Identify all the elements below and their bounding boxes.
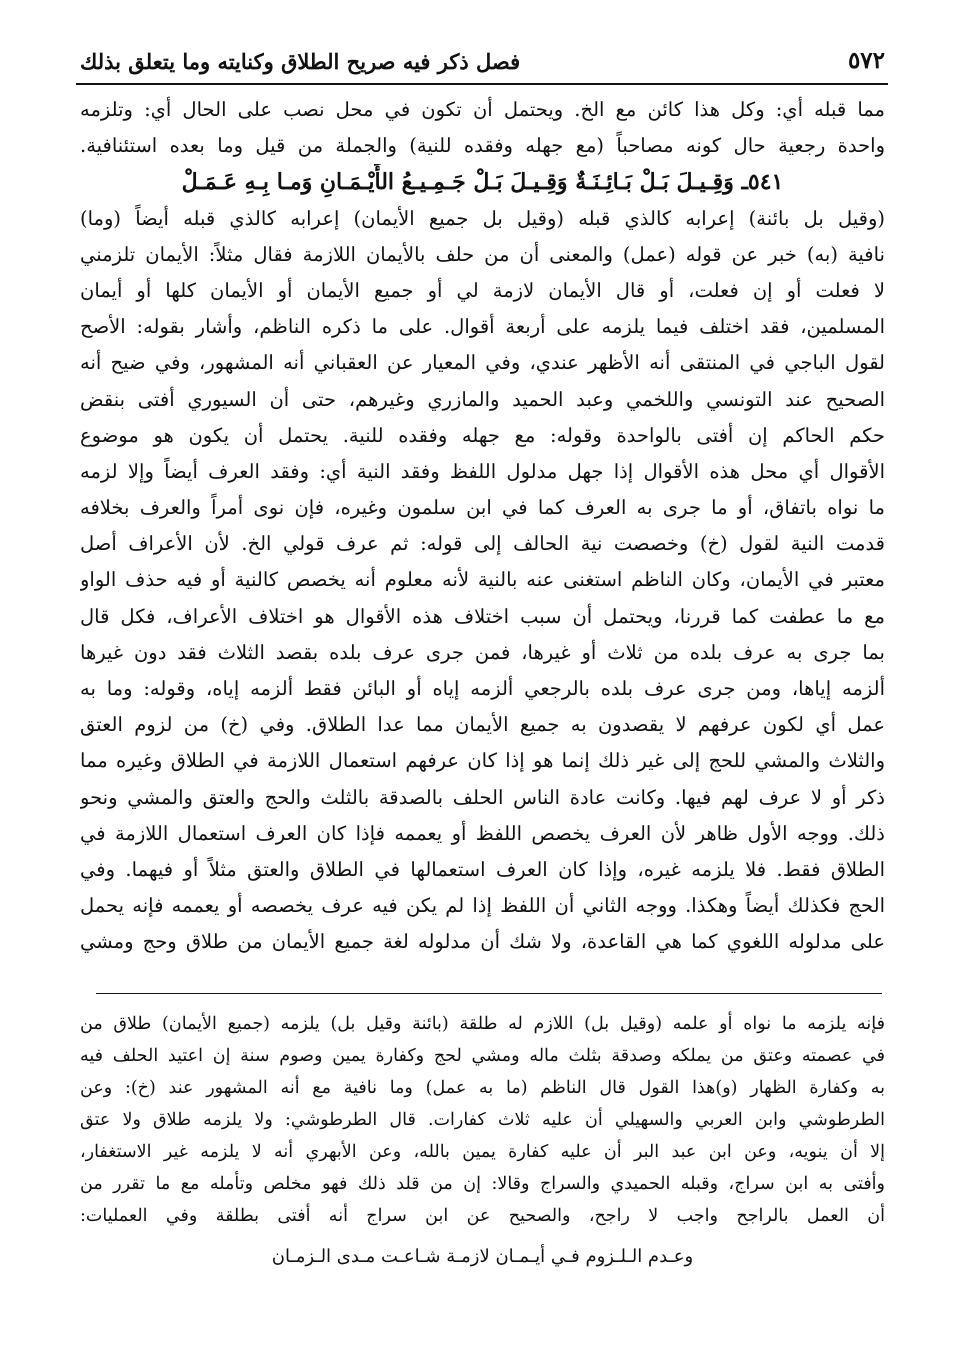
footnote-verse: وعـدم الـلـزوم فـي أيـمـان لازمـة شـاعـت مـدى الـزمـان <box>271 1246 694 1267</box>
main-line: (وقيل بل بائنة) إعرابه كالذي قبله (وقيل بل جميع الأيمان) إعرابه كالذي قبله أيضاً (وما) <box>80 206 885 230</box>
footnote-line: به وكفارة الظهار (و)هذا القول قال الناظم (ما به عمل) وما نافية مع أنه المشهور عند (خ): وعن <box>80 1078 885 1098</box>
main-line: ما نواه باتفاق، أو ما جرى به العرف كما في ابن سلمون وغيره، فإن نوى أمراً والعرف بخلافه <box>80 496 885 520</box>
main-line: معتبر في الأيمان، وكان الناظم استغنى عنه بالنية لأنه معلوم أنه يخصص كالنية أو فيه حذف الواو <box>80 568 885 592</box>
footnote-line: في عصمته وعتق من يملكه وصدقة بثلث ماله ومشي لحج وكفارة يمين وصوم سنة إن اعتيد الحلف فيه <box>80 1046 885 1066</box>
main-line: نافية (به) خبر عن قوله (عمل) والمعنى أن من حلف بالأيمان اللازمة فقال مثلاً: الأيمان تلزمني <box>80 242 885 266</box>
main-line: بما جرى به عرف بلده من ثلاث أو غيرها، فمن جرى عرف بلده بقصد الثلاث فقد دون غيرها <box>80 640 885 664</box>
main-line: مع ما عطفت كما قررنا، ويحتمل أن سبب اختلاف هذه الأقوال هو اختلاف الأعراف، فكل قال <box>80 604 885 628</box>
main-line: الحج فكذلك أيضاً وهكذا. ووجه الثاني أن اللفظ إذا لم يكن فيه عرف يخصصه أو يعممه فإنه يحمل <box>80 894 885 918</box>
footnote-line: أن العمل بالراجح واجب لا راجح، والصحيح عن ابن سراج أنه أفتى بطلقة وفي العمليات: <box>80 1206 885 1226</box>
verse-line: ٥٤١ـ وَقِـيـلَ بَـلْ بَـائِـنَـةٌ وَقِـيـلَ بَـلْ جَـمِـيـعُ الأَيْـمَـانِ وَمـا بِـهِ عَـمَـلْ <box>181 169 784 196</box>
main-line: الأقوال أي محل هذه الأقوال إذا جهل مدلول اللفظ وفقد النية أي: وفقد العرف أيضاً وإلا لزمه <box>80 459 885 483</box>
main-text <box>80 92 885 961</box>
footnote-divider <box>96 993 882 994</box>
main-line: لقول الباجي في المنتقى أنه الأظهر عندي، وفي المعيار عن العقباني أنه المشهور، وفي ضيح أنه <box>80 351 885 375</box>
main-line: حكم الحاكم إن أفتى بالواحدة وقوله: مع جهله وفقده للنية. يحتمل أن يكون هو موضوع <box>80 423 885 447</box>
footnote-line: إلا أن ينويه، وعن ابن عبد البر أن عليه كفارة يمين بالله، وعن الأبهري أنه لا يلزمه غير الاستغفار، <box>80 1142 885 1162</box>
main-line: المسلمين، فقد اختلف فيما يلزمه على أربعة أقوال. على ما ذكره الناظم، وأشار بقوله: الأصح <box>80 315 885 339</box>
main-line: على مدلوله اللغوي كما هي القاعدة، ولا شك أن مدلوله لغة جميع الأيمان من طلاق وحج ومشي <box>80 930 885 954</box>
page-number: ٥٧٢ <box>847 47 885 74</box>
main-line: ذكر أو لا عرف لهم فيها. وكانت عادة الناس الحلف بالصدقة بالثلث والحج والعتق والمشي ونحو <box>80 785 885 809</box>
main-line: ألزمه إياها، ومن جرى عرف بلده بالرجعي ألزمه إياه أو البائن فقط ألزمه إياه، وقوله: وما به <box>80 677 885 700</box>
main-line: والثلاث والمشي للحج إلى غير ذلك إنما هو إذا كان عرفهم استعمال اللازمة في الطلاق وغيره مما <box>80 749 885 773</box>
main-line: مما قبله أي: وكل هذا كائن مع الخ. ويحتمل أن تكون في محل نصب على الحال أي: وتلزمه <box>80 98 885 121</box>
footnote-line: الطرطوشي وابن العربي والسهيلي أن عليه ثلاث كفارات. قال الطرطوشي: ولا يلزمه طلاق ولا عتق <box>80 1110 885 1130</box>
footnote-line: وأفتى به ابن سراج، وقبله الحميدي والسراج وقالا: إن من قلد ذلك فهو مخلص وتأمله مع ما تقرر من <box>80 1174 885 1194</box>
page-header <box>80 30 885 74</box>
footnote-line: فإنه يلزمه ما نواه أو علمه (وقيل بل) اللازم له طلقة (بائنة وقيل بل) يلزمه (جميع الأيمان) طلاق من <box>80 1014 885 1034</box>
running-title: فصل ذكر فيه صريح الطلاق وكنايته وما يتعلق بذلك <box>80 49 521 74</box>
main-line: عمل أي لكون عرفهم لا يقصدون به جميع الأيمان مما عدا الطلاق. وفي (خ) من لزوم العتق <box>80 713 885 737</box>
main-line: قدمت النية لقول (خ) وخصصت نية الحالف إلى قوله: ثم عرف قولي الخ. لأن الأعراف أصل <box>80 532 885 556</box>
main-line: لا فعلت أو إن فعلت، أو قال الأيمان لازمة لي أو جميع الأيمان أو الأيمان كلها أو أيمان <box>80 278 885 302</box>
main-line: ذلك. ووجه الأول ظاهر لأن العرف يخصص اللفظ أو يعممه فإذا كان العرف استعمال اللازمة في <box>80 821 885 845</box>
header-divider <box>76 83 888 85</box>
main-line: واحدة رجعية حال كونه مصاحباً (مع جهله وفقده للنية) والجملة من قيل وما بعده استئنافية. <box>80 134 885 158</box>
footnotes <box>80 1008 885 1278</box>
main-line: الطلاق فقط. فلا يلزمه غيره، وإذا كان العرف استعمالها في الطلاق والعتق مثلاً أو فيهما. وفي <box>80 857 885 881</box>
main-line: الصحيح عند التونسي واللخمي وعبد الحميد والمازري وغيرهم، حتى أن السيوري أفتى بنقض <box>80 387 885 411</box>
